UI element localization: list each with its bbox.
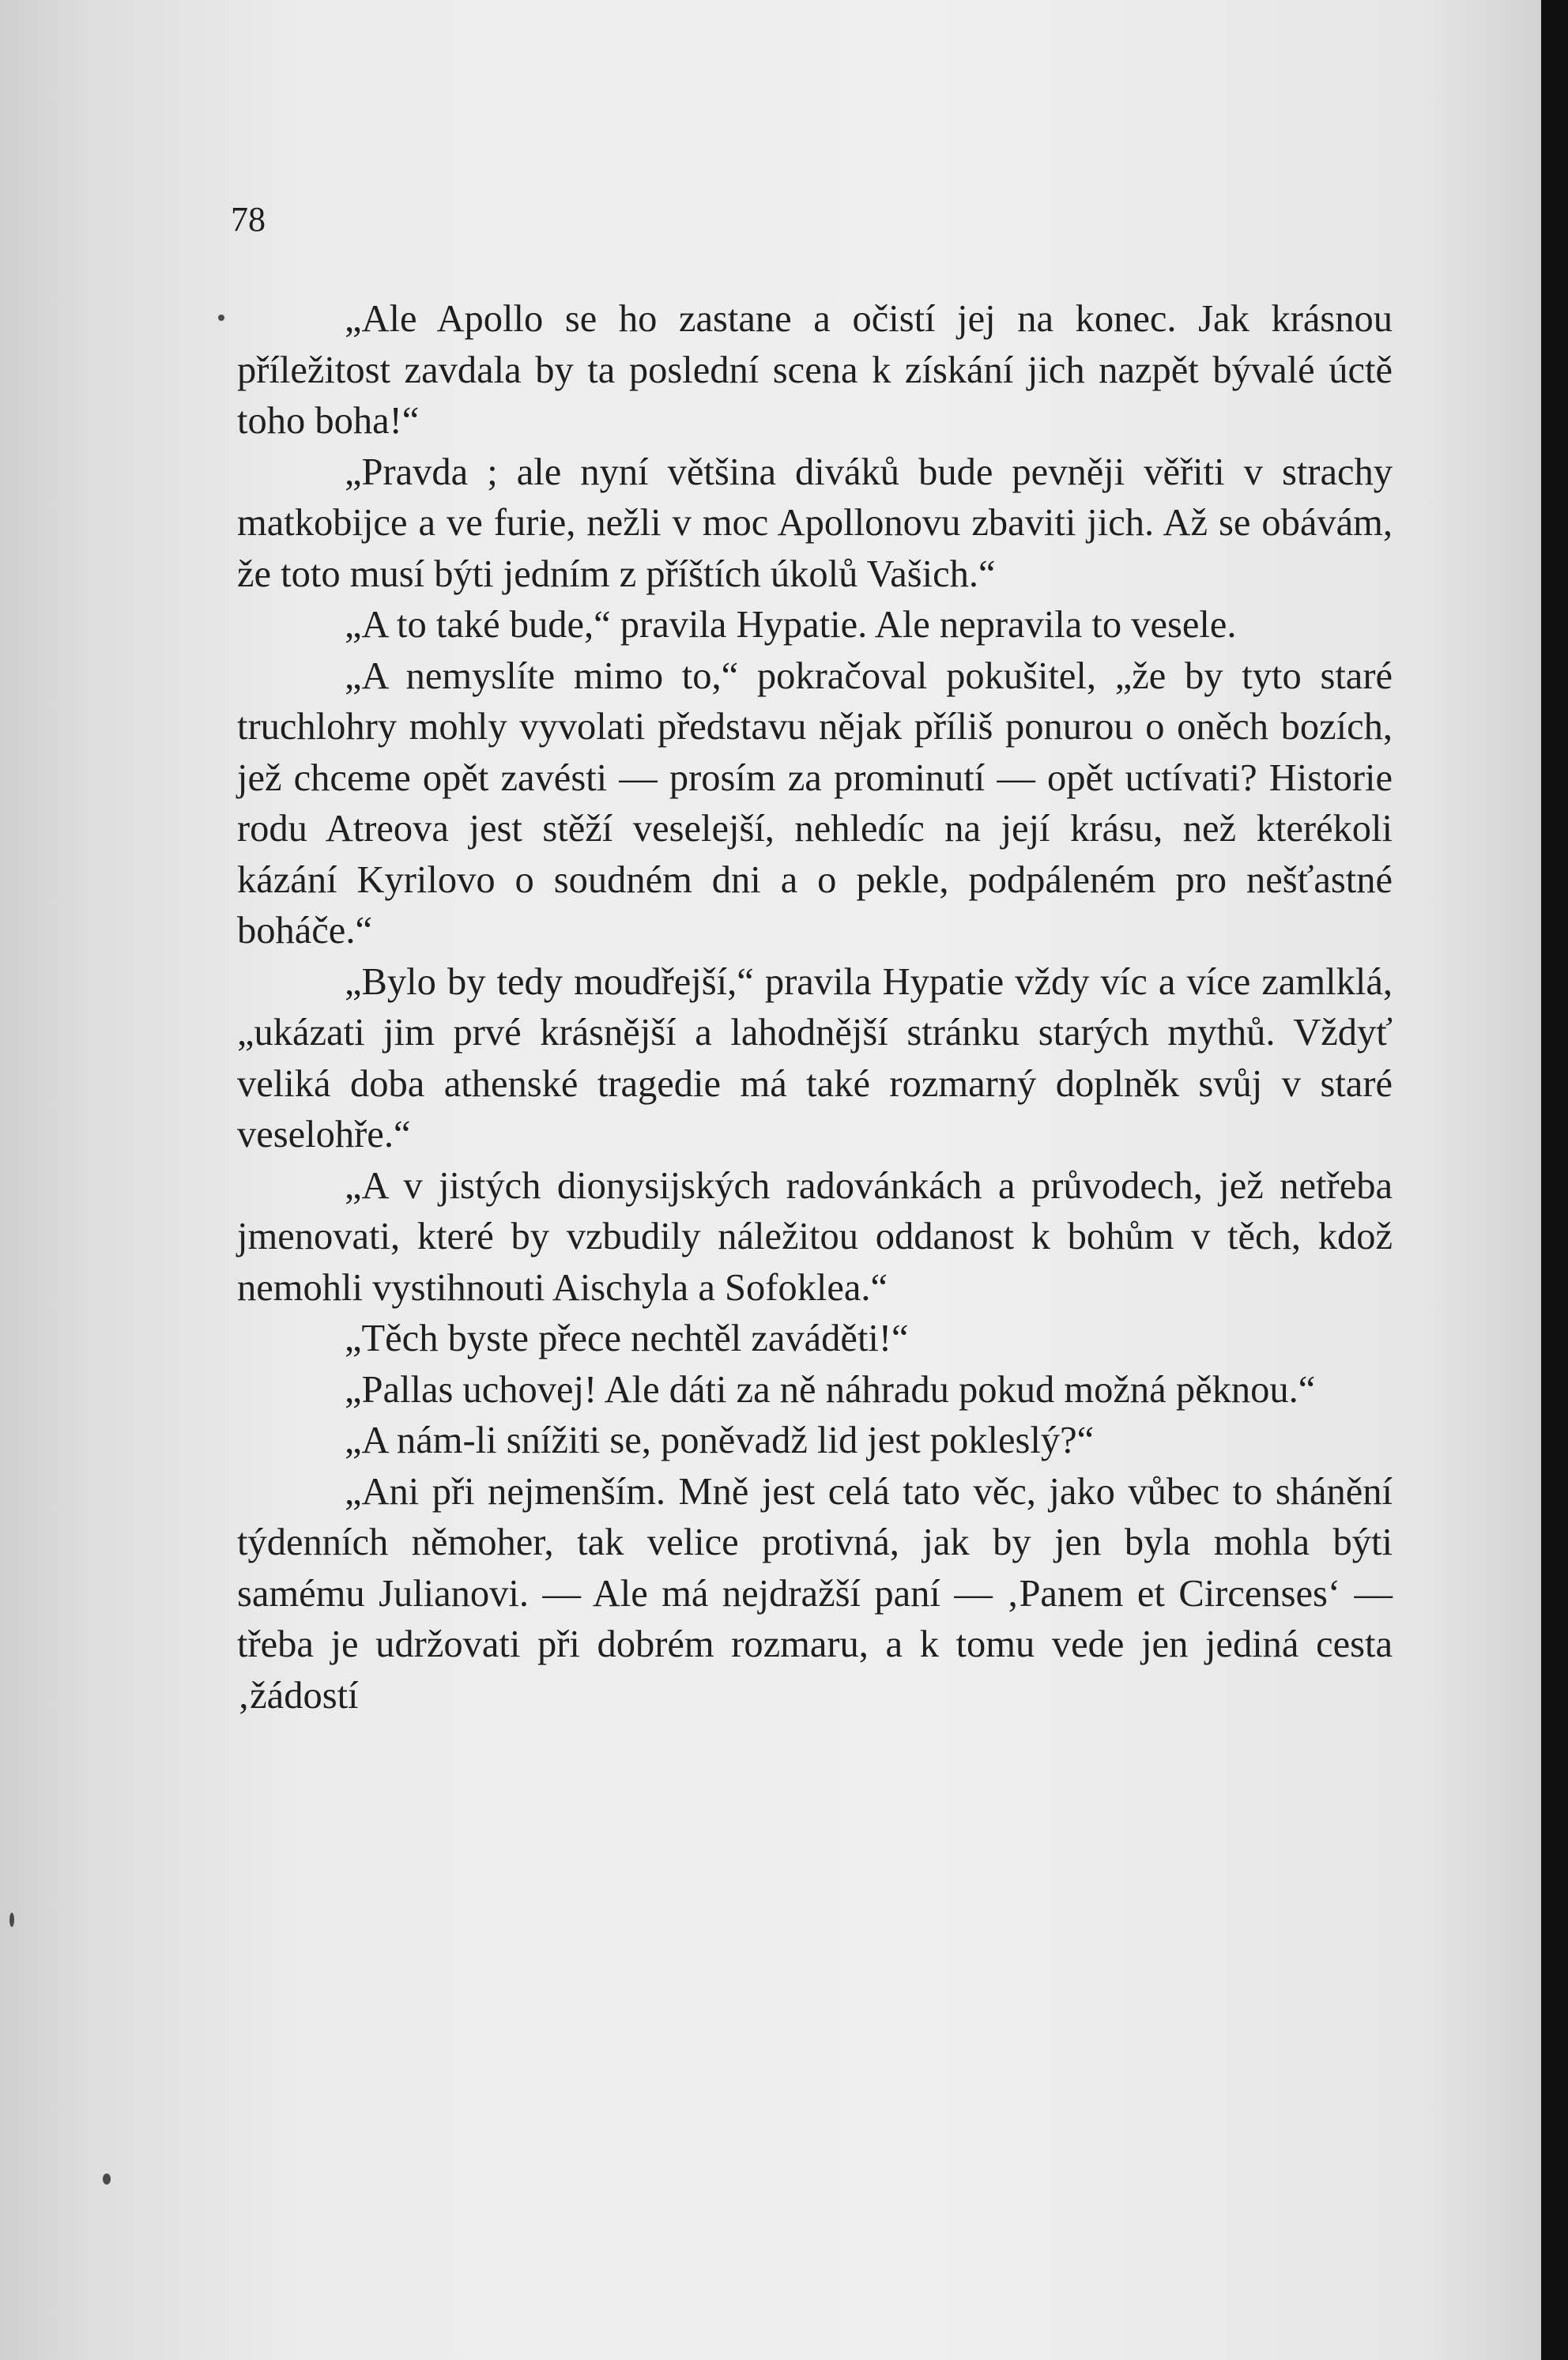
speck-mark [103,2173,111,2185]
speck-mark [218,315,224,321]
page-number: 78 [231,200,266,239]
paragraph: „Pravda ; ale nyní většina diváků bude pevněji věřiti v strachy matkobijce a ve furie, nežli v moc Apollonovu zbaviti jich. Až se obávám, že toto musí býti jedním z příštích úkolů Vašich.“ [237,451,1393,595]
text-body [237,294,1393,1721]
paragraph: „Těch byste přece nechtěl zaváděti!“ [345,1318,909,1359]
speck-mark [9,1913,14,1927]
paragraph: „A v jistých dionysijských radovánkách a průvodech, jež netřeba jmenovati, které by vzbudily náležitou oddanost k bohům v těch, kdož nemohli vystihnouti Aischyla a Sofoklea.“ [237,1164,1393,1309]
paragraph: „Ale Apollo se ho zastane a očistí jej na konec. Jak krásnou příležitost zavdala by ta poslední scena k získání jich nazpět bývalé úctě toho boha!“ [237,298,1393,442]
paragraph: „A nám-li snížiti se, poněvadž lid jest pokleslý?“ [345,1419,1095,1461]
paragraph: „A to také bude,“ pravila Hypatie. Ale nepravila to vesele. [345,604,1237,646]
paragraph: „Pallas uchovej! Ale dáti za ně náhradu pokud možná pěknou.“ [345,1368,1316,1411]
book-spine-edge [1541,0,1568,2360]
paragraph: „Bylo by tedy moudřejší,“ pravila Hypatie vždy víc a více zamlklá, „ukázati jim prvé krásnější a lahodnější stránku starých mythů. Vždyť veliká doba athenské tragedie má také rozmarný doplněk svůj v staré veselohře.“ [237,960,1393,1155]
paragraph: „A nemyslíte mimo to,“ pokračoval pokušitel, „že by tyto staré truchlohry mohly vyvolati představu nějak příliš ponurou o oněch bozích, jež chceme opět zavésti — prosím za prominutí — opět uctívati? Historie rodu Atreova jest stěží veselejší, nehledíc na její krásu, než kterékoli kázání Kyrilovo o soudném dni a o pekle, podpáleném pro nešťastné boháče.“ [237,654,1393,952]
paragraph: „Ani při nejmenším. Mně jest celá tato věc, jako vůbec to shánění týdenních němoher, tak velice protivná, jak by jen byla mohla býti samému Julianovi. — Ale má nejdražší paní — ‚Panem et Circenses‘ — třeba je udržovati při dobrém rozmaru, a k tomu vede jen jediná cesta ‚žádostí [237,1470,1393,1717]
